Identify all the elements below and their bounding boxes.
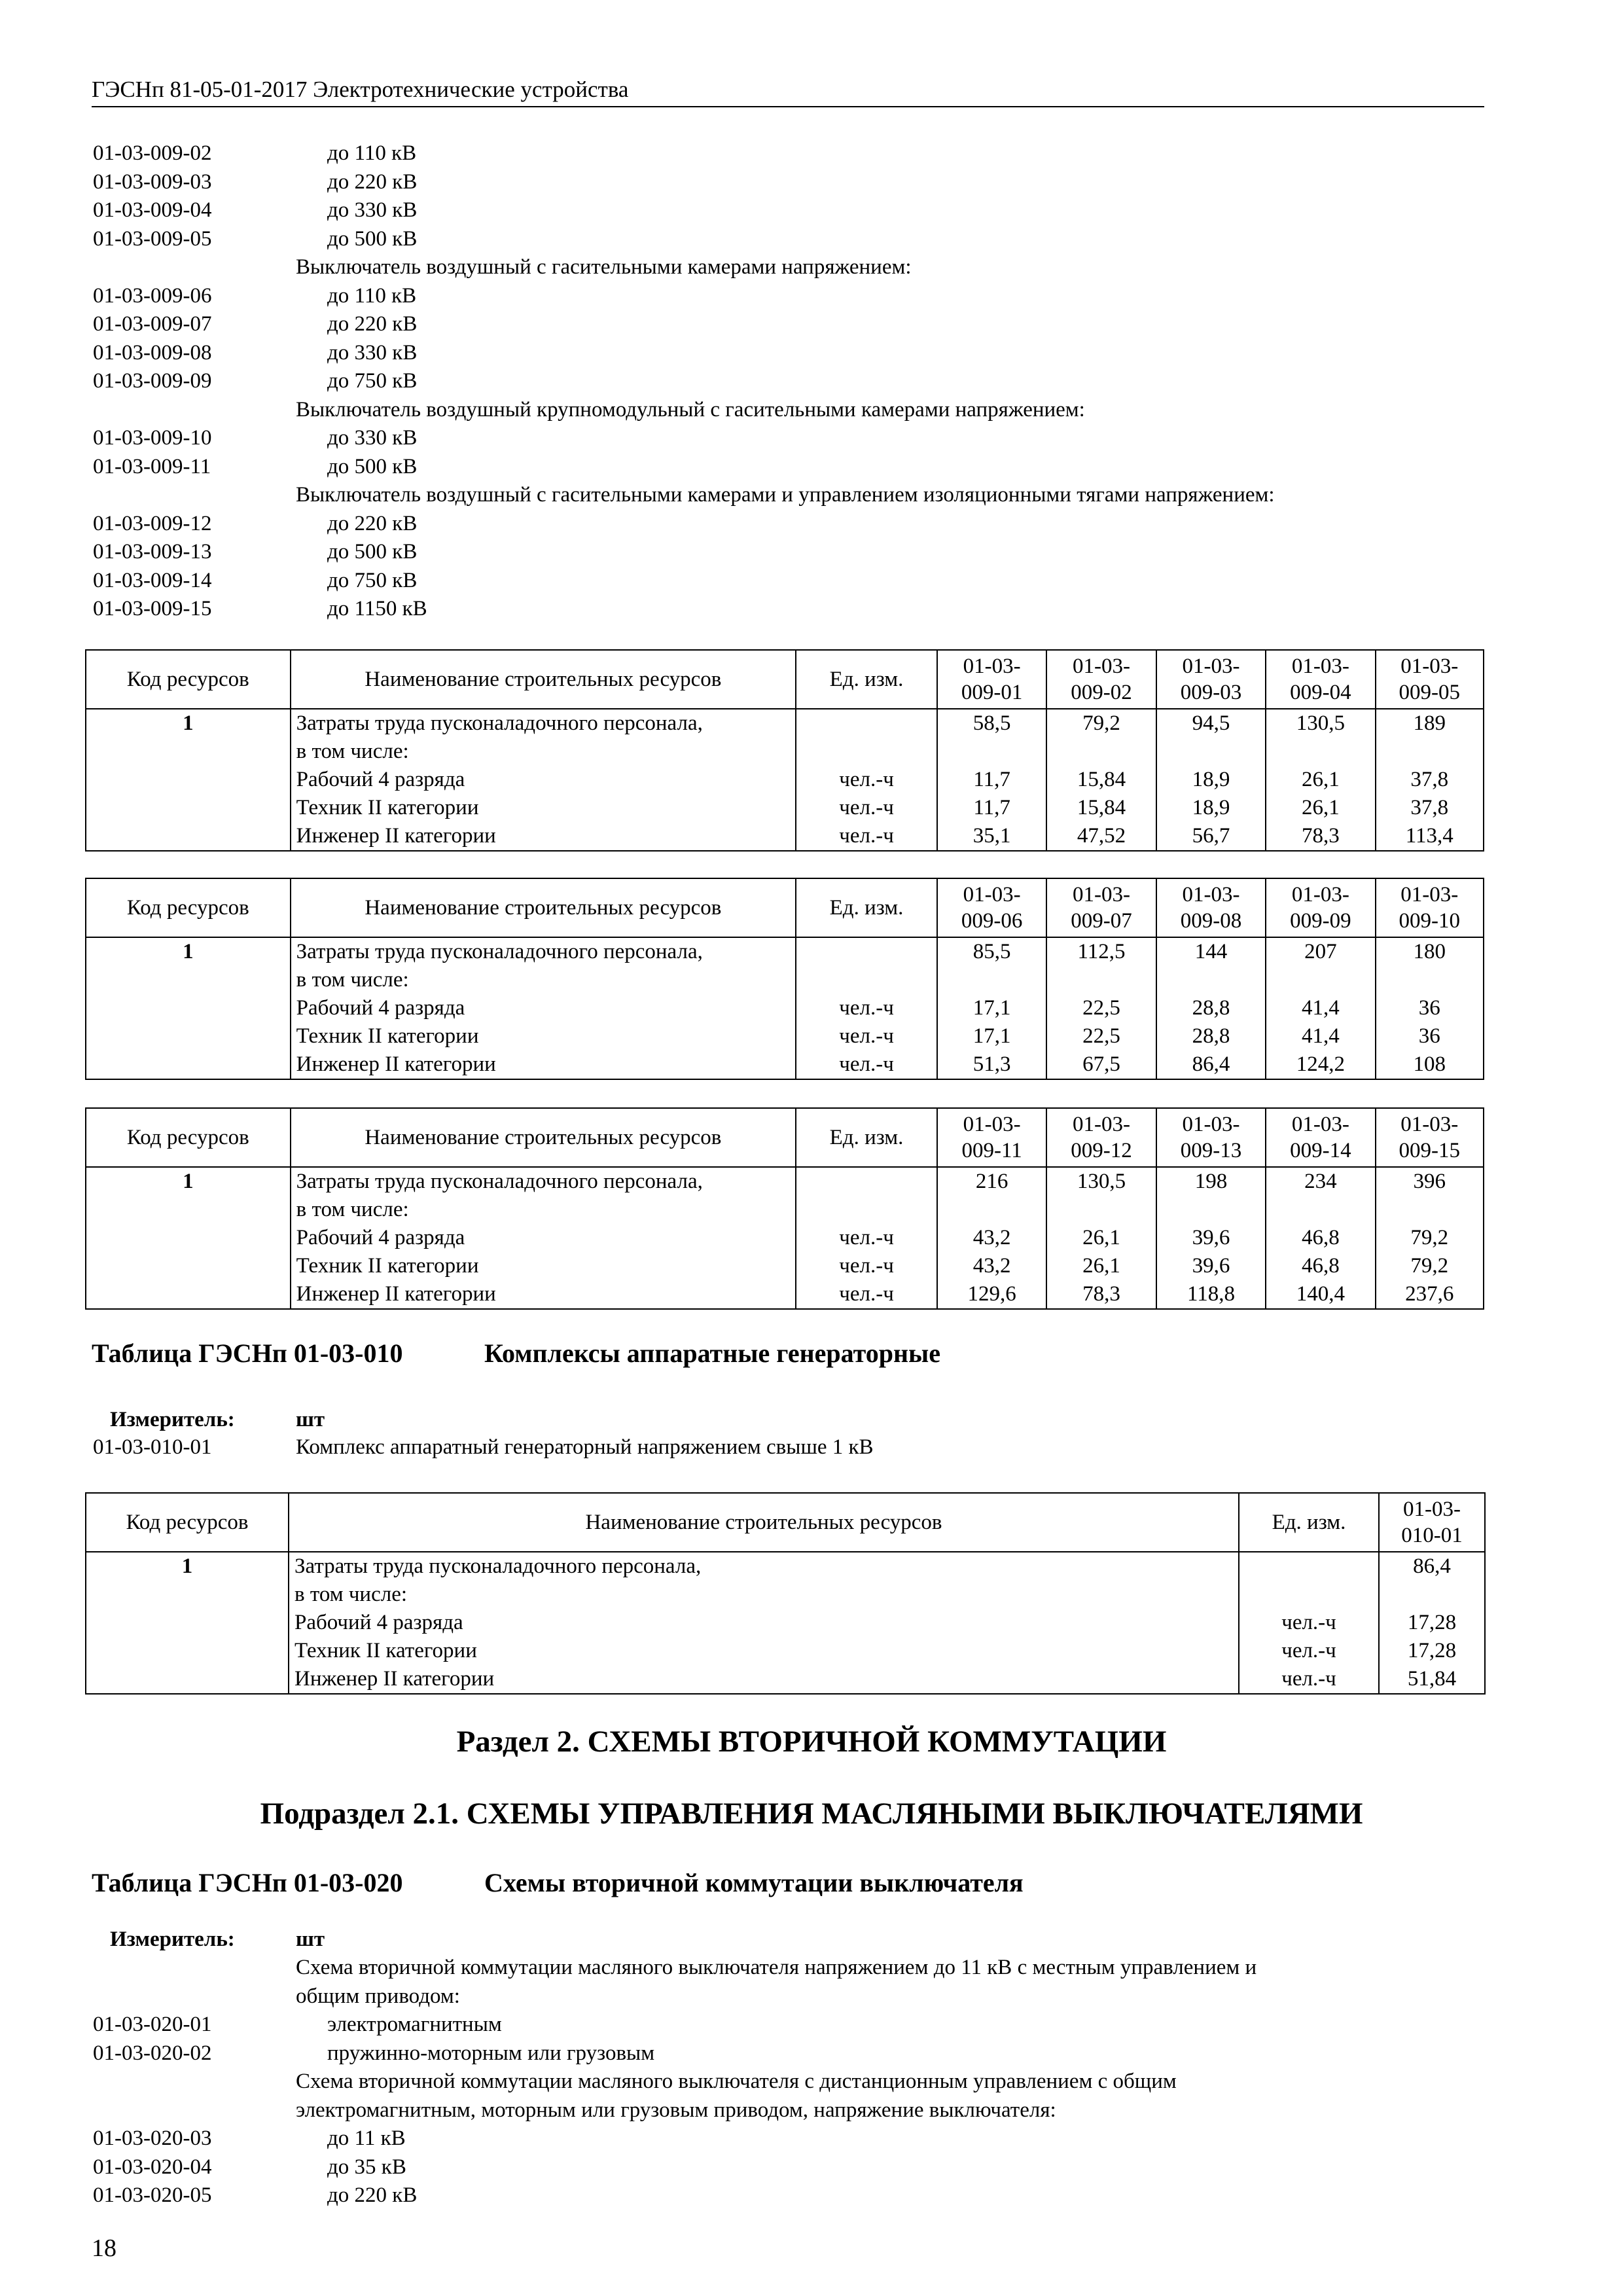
resource-names <box>291 937 796 1079</box>
norm-code-line-2: 009-03 <box>1180 681 1242 704</box>
norm-code-line-1: 01-03- <box>1403 1498 1461 1521</box>
norm-values <box>1376 1167 1484 1309</box>
resource-name: Затраты труда пусконаладочного персонала, <box>296 1170 703 1193</box>
norm-value <box>1162 966 1260 994</box>
resource-units <box>796 937 937 1079</box>
group-title: общим приводом: <box>296 1984 460 2008</box>
row-code: 1 <box>86 709 291 851</box>
unit <box>802 1168 931 1196</box>
col-header-norm-code <box>1379 1493 1485 1552</box>
item-code: 01-03-009-15 <box>93 597 212 620</box>
table020-title: Схемы вторичной коммутации выключателя <box>484 1868 1024 1897</box>
norm-code-line-2: 009-09 <box>1290 909 1351 933</box>
norm-value: 41,4 <box>1301 1024 1340 1048</box>
norm-value: 130,5 <box>1296 711 1345 735</box>
unit: чел.-ч <box>839 1254 894 1278</box>
norm-value: 144 <box>1194 940 1228 963</box>
resource-units <box>796 709 937 851</box>
norm-value <box>1052 1196 1150 1224</box>
item-code: 01-03-020-03 <box>93 2126 212 2150</box>
col-header-norm-code <box>1266 650 1375 709</box>
group-title: электромагнитным, моторным или грузовым приводом, напряжение выключателя: <box>296 2098 1056 2122</box>
col-header-code: Код ресурсов <box>86 1493 289 1552</box>
item-text: до 500 кВ <box>327 454 418 478</box>
norm-value: 78,3 <box>1082 1282 1120 1306</box>
item-code: 01-03-009-10 <box>93 426 212 450</box>
col-header-unit: Ед. изм. <box>796 878 937 937</box>
item-text: до 220 кВ <box>327 511 418 535</box>
norm-code-line-2: 009-15 <box>1399 1139 1461 1162</box>
resource-units <box>1239 1552 1379 1694</box>
norm-code-line-1: 01-03- <box>1400 1113 1459 1136</box>
col-header-unit: Ед. изм. <box>796 1108 937 1167</box>
col-header-code: Код ресурсов <box>86 1108 291 1167</box>
norm-value: 43,2 <box>972 1254 1011 1278</box>
item-code: 01-03-020-04 <box>93 2155 212 2179</box>
item-text: пружинно-моторным или грузовым <box>327 2041 655 2065</box>
table010-item-text: Комплекс аппаратный генераторный напряжением свыше 1 кВ <box>296 1435 874 1459</box>
resource-name: в том числе: <box>294 1583 408 1606</box>
resource-name: в том числе: <box>296 1198 409 1221</box>
norm-value <box>1385 1581 1479 1609</box>
item-code: 01-03-009-05 <box>93 226 212 251</box>
norm-code-line-1: 01-03- <box>963 1113 1021 1136</box>
table020-label: Таблица ГЭСНп 01-03-020 <box>92 1868 403 1897</box>
item-code: 01-03-009-02 <box>93 141 212 165</box>
table020-heading <box>92 1867 1024 1899</box>
col-header-norm-code <box>1046 1108 1156 1167</box>
table010-heading <box>92 1338 941 1369</box>
norm-value <box>1052 966 1150 994</box>
resource-name: Техник II категории <box>294 1639 477 1662</box>
unit: чел.-ч <box>1281 1639 1336 1662</box>
norm-value: 86,4 <box>1192 1052 1230 1076</box>
resource-name: Затраты труда пусконаладочного персонала, <box>296 940 703 963</box>
norm-value: 396 <box>1413 1170 1446 1193</box>
norm-values <box>1046 937 1156 1079</box>
resource-names <box>291 1167 796 1309</box>
group-title: Схема вторичной коммутации масляного выключателя с дистанционным управлением с общим <box>296 2070 1177 2093</box>
norm-value: 43,2 <box>972 1226 1011 1249</box>
unit: чел.-ч <box>839 1226 894 1249</box>
table010-label: Таблица ГЭСНп 01-03-010 <box>92 1338 403 1368</box>
norm-code-line-2: 009-10 <box>1399 909 1461 933</box>
norm-value: 51,84 <box>1407 1667 1457 1691</box>
table010-meter-label: Измеритель: <box>110 1408 235 1431</box>
item-text: до 35 кВ <box>327 2155 406 2179</box>
norm-values <box>1156 937 1266 1079</box>
unit: чел.-ч <box>839 824 894 848</box>
norm-value: 113,4 <box>1405 824 1454 848</box>
norm-value: 47,52 <box>1077 824 1126 848</box>
resource-name: Инженер II категории <box>296 1052 496 1076</box>
resource-name: Техник II категории <box>296 1024 479 1048</box>
col-header-code: Код ресурсов <box>86 878 291 937</box>
unit: чел.-ч <box>1281 1611 1336 1634</box>
norm-value: 35,1 <box>972 824 1011 848</box>
item-code: 01-03-020-01 <box>93 2013 212 2036</box>
norm-values <box>1376 709 1484 851</box>
norm-value: 118,8 <box>1186 1282 1235 1306</box>
row-code: 1 <box>86 1552 289 1694</box>
norm-value: 198 <box>1194 1170 1228 1193</box>
item-code: 01-03-009-12 <box>93 511 212 535</box>
col-header-name: Наименование строительных ресурсов <box>291 650 796 709</box>
item-text: до 330 кВ <box>327 198 418 222</box>
col-header-norm-code <box>1266 878 1375 937</box>
table010-meter-value: шт <box>296 1408 325 1431</box>
norm-value: 79,2 <box>1082 711 1120 735</box>
table010-item-code: 01-03-010-01 <box>93 1435 212 1459</box>
resource-table-009-1 <box>85 649 1484 852</box>
norm-value: 17,28 <box>1407 1639 1457 1662</box>
item-text: до 11 кВ <box>327 2126 406 2150</box>
col-header-name: Наименование строительных ресурсов <box>291 1108 796 1167</box>
norm-code-line-1: 01-03- <box>963 883 1021 906</box>
norm-code-line-2: 009-11 <box>961 1139 1022 1162</box>
resource-name: Инженер II категории <box>296 824 496 848</box>
row-code: 1 <box>86 1167 291 1309</box>
item-text: до 500 кВ <box>327 540 418 564</box>
item-code: 01-03-020-02 <box>93 2041 212 2065</box>
norm-value: 56,7 <box>1192 824 1230 848</box>
norm-value: 78,3 <box>1301 824 1340 848</box>
norm-value: 207 <box>1304 940 1337 963</box>
norm-value <box>943 1196 1041 1224</box>
item-text: до 500 кВ <box>327 226 418 251</box>
norm-values <box>1156 709 1266 851</box>
norm-value: 112,5 <box>1077 940 1126 963</box>
section-heading: Раздел 2. СХЕМЫ ВТОРИЧНОЙ КОММУТАЦИИ <box>456 1725 1167 1759</box>
group-title: Выключатель воздушный с гасительными камерами и управлением изоляционными тягами напряжением: <box>296 483 1275 507</box>
norm-value: 51,3 <box>972 1052 1011 1076</box>
item-code: 01-03-009-11 <box>93 454 211 478</box>
unit <box>802 709 931 738</box>
item-text: до 750 кВ <box>327 369 418 393</box>
norm-value: 140,4 <box>1296 1282 1345 1306</box>
item-text: до 110 кВ <box>327 141 417 165</box>
norm-value: 85,5 <box>972 940 1011 963</box>
unit <box>802 966 931 994</box>
norm-value: 18,9 <box>1192 768 1230 791</box>
unit <box>802 738 931 766</box>
col-header-code: Код ресурсов <box>86 650 291 709</box>
item-code: 01-03-020-05 <box>93 2183 212 2207</box>
item-code: 01-03-009-09 <box>93 369 212 393</box>
norm-code-line-2: 009-05 <box>1399 681 1461 704</box>
col-header-norm-code <box>1266 1108 1375 1167</box>
col-header-unit: Ед. изм. <box>796 650 937 709</box>
unit: чел.-ч <box>839 796 894 819</box>
resource-table-009-3 <box>85 1107 1484 1310</box>
norm-code-line-1: 01-03- <box>1291 1113 1349 1136</box>
col-header-norm-code <box>1156 1108 1266 1167</box>
norm-code-line-2: 009-12 <box>1071 1139 1132 1162</box>
norm-code-line-1: 01-03- <box>1291 655 1349 678</box>
norm-value: 11,7 <box>973 768 1010 791</box>
norm-value: 37,8 <box>1410 768 1449 791</box>
norm-value <box>1052 738 1150 766</box>
norm-values <box>937 1167 1046 1309</box>
col-header-norm-code <box>937 650 1046 709</box>
norm-code-line-1: 01-03- <box>1073 883 1131 906</box>
norm-value: 36 <box>1418 1024 1440 1048</box>
norm-value: 26,1 <box>1082 1226 1120 1249</box>
item-text: электромагнитным <box>327 2013 502 2036</box>
resource-name: Рабочий 4 разряда <box>296 996 465 1020</box>
group-title: Схема вторичной коммутации масляного выключателя напряжением до 11 кВ с местным управлением и <box>296 1956 1257 1979</box>
resource-name: Техник II категории <box>296 1254 479 1278</box>
norm-value <box>943 738 1041 766</box>
unit: чел.-ч <box>839 1052 894 1076</box>
subsection-heading: Подраздел 2.1. СХЕМЫ УПРАВЛЕНИЯ МАСЛЯНЫМИ ВЫКЛЮЧАТЕЛЯМИ <box>260 1797 1363 1831</box>
page-number: 18 <box>92 2234 116 2262</box>
norm-code-line-2: 009-06 <box>961 909 1023 933</box>
norm-value: 180 <box>1413 940 1446 963</box>
running-header: ГЭСНп 81-05-01-2017 Электротехнические устройства <box>92 76 1484 107</box>
norm-value: 216 <box>975 1170 1008 1193</box>
norm-value: 189 <box>1413 711 1446 735</box>
norm-value: 58,5 <box>972 711 1011 735</box>
norm-value: 28,8 <box>1192 1024 1230 1048</box>
norm-value <box>1162 738 1260 766</box>
norm-values <box>1376 937 1484 1079</box>
resource-table-010 <box>85 1492 1486 1695</box>
item-text: до 330 кВ <box>327 426 418 450</box>
norm-code-line-2: 009-14 <box>1290 1139 1351 1162</box>
resource-name: Затраты труда пусконаладочного персонала, <box>296 711 703 735</box>
norm-value: 36 <box>1418 996 1440 1020</box>
unit: чел.-ч <box>839 1024 894 1048</box>
col-header-norm-code <box>1376 878 1484 937</box>
col-header-norm-code <box>1046 650 1156 709</box>
norm-value: 124,2 <box>1296 1052 1345 1076</box>
norm-value: 108 <box>1413 1052 1446 1076</box>
norm-values <box>1046 709 1156 851</box>
item-code: 01-03-009-07 <box>93 312 212 336</box>
norm-values <box>1156 1167 1266 1309</box>
norm-value: 15,84 <box>1077 796 1126 819</box>
resource-name: Техник II категории <box>296 796 479 819</box>
norm-value: 28,8 <box>1192 996 1230 1020</box>
norm-code-line-1: 01-03- <box>1073 655 1131 678</box>
col-header-norm-code <box>937 1108 1046 1167</box>
norm-code-line-2: 009-04 <box>1290 681 1351 704</box>
item-code: 01-03-009-03 <box>93 170 212 194</box>
table020-meter-label: Измеритель: <box>110 1928 235 1951</box>
resource-name: в том числе: <box>296 740 409 763</box>
norm-code-line-1: 01-03- <box>1400 883 1459 906</box>
norm-value <box>1382 738 1478 766</box>
norm-code-line-1: 01-03- <box>1291 883 1349 906</box>
norm-value: 79,2 <box>1410 1254 1449 1278</box>
resource-name: Затраты труда пусконаладочного персонала, <box>294 1554 702 1578</box>
resource-name: Инженер II категории <box>296 1282 496 1306</box>
col-header-norm-code <box>1376 1108 1484 1167</box>
norm-values <box>1266 937 1375 1079</box>
norm-value <box>1382 966 1478 994</box>
norm-value: 15,84 <box>1077 768 1126 791</box>
norm-code-line-2: 009-13 <box>1180 1139 1242 1162</box>
norm-value: 22,5 <box>1082 1024 1120 1048</box>
norm-value: 22,5 <box>1082 996 1120 1020</box>
unit <box>1245 1552 1373 1581</box>
norm-code-line-1: 01-03- <box>1073 1113 1131 1136</box>
unit: чел.-ч <box>839 768 894 791</box>
item-text: до 1150 кВ <box>327 597 427 620</box>
norm-value: 86,4 <box>1413 1554 1451 1578</box>
norm-value: 11,7 <box>973 796 1010 819</box>
table010-title: Комплексы аппаратные генераторные <box>484 1338 941 1368</box>
norm-value: 94,5 <box>1192 711 1230 735</box>
resource-table-009-2 <box>85 878 1484 1080</box>
item-text: до 220 кВ <box>327 170 418 194</box>
col-header-norm-code <box>1046 878 1156 937</box>
unit: чел.-ч <box>839 996 894 1020</box>
item-text: до 220 кВ <box>327 312 418 336</box>
norm-value <box>1272 966 1369 994</box>
col-header-name: Наименование строительных ресурсов <box>289 1493 1239 1552</box>
norm-code-line-2: 009-07 <box>1071 909 1132 933</box>
resource-name: в том числе: <box>296 968 409 992</box>
col-header-unit: Ед. изм. <box>1239 1493 1379 1552</box>
norm-value: 130,5 <box>1077 1170 1126 1193</box>
norm-values <box>1266 1167 1375 1309</box>
norm-value: 46,8 <box>1301 1226 1340 1249</box>
norm-value: 26,1 <box>1301 768 1340 791</box>
row-code: 1 <box>86 937 291 1079</box>
norm-value: 237,6 <box>1405 1282 1454 1306</box>
norm-value <box>1272 1196 1369 1224</box>
norm-value <box>1382 1196 1478 1224</box>
resource-name: Рабочий 4 разряда <box>294 1611 463 1634</box>
item-code: 01-03-009-08 <box>93 340 212 365</box>
norm-code-line-1: 01-03- <box>1400 655 1459 678</box>
item-text: до 110 кВ <box>327 283 417 308</box>
resource-name: Инженер II категории <box>294 1667 495 1691</box>
norm-value: 17,1 <box>972 1024 1011 1048</box>
item-text: до 220 кВ <box>327 2183 418 2207</box>
norm-value: 26,1 <box>1082 1254 1120 1278</box>
col-header-norm-code <box>1156 878 1266 937</box>
item-code: 01-03-009-06 <box>93 283 212 308</box>
item-text: до 750 кВ <box>327 568 418 592</box>
table020-meter-value: шт <box>296 1928 325 1951</box>
norm-values <box>937 937 1046 1079</box>
item-text: до 330 кВ <box>327 340 418 365</box>
resource-names <box>289 1552 1239 1694</box>
group-title: Выключатель воздушный крупномодульный с гасительными камерами напряжением: <box>296 397 1085 422</box>
norm-code-line-2: 009-08 <box>1180 909 1242 933</box>
norm-value: 79,2 <box>1410 1226 1449 1249</box>
resource-names <box>291 709 796 851</box>
col-header-norm-code <box>1376 650 1484 709</box>
norm-value: 26,1 <box>1301 796 1340 819</box>
unit <box>802 1196 931 1224</box>
norm-value <box>1272 738 1369 766</box>
norm-value: 17,28 <box>1407 1611 1457 1634</box>
unit <box>802 938 931 966</box>
col-header-norm-code <box>1156 650 1266 709</box>
item-code: 01-03-009-13 <box>93 540 212 564</box>
norm-code-line-1: 01-03- <box>1182 1113 1240 1136</box>
norm-value: 41,4 <box>1301 996 1340 1020</box>
norm-value: 17,1 <box>972 996 1011 1020</box>
norm-values <box>1266 709 1375 851</box>
norm-value: 18,9 <box>1192 796 1230 819</box>
norm-value <box>1162 1196 1260 1224</box>
resource-name: Рабочий 4 разряда <box>296 768 465 791</box>
norm-value: 46,8 <box>1301 1254 1340 1278</box>
norm-code-line-1: 01-03- <box>1182 883 1240 906</box>
norm-values <box>1379 1552 1485 1694</box>
norm-code-line-2: 009-02 <box>1071 681 1132 704</box>
norm-value: 39,6 <box>1192 1226 1230 1249</box>
col-header-name: Наименование строительных ресурсов <box>291 878 796 937</box>
norm-code-line-2: 010-01 <box>1401 1524 1463 1547</box>
resource-name: Рабочий 4 разряда <box>296 1226 465 1249</box>
norm-values <box>1046 1167 1156 1309</box>
unit <box>1245 1581 1373 1609</box>
norm-value <box>943 966 1041 994</box>
item-code: 01-03-009-04 <box>93 198 212 222</box>
group-title: Выключатель воздушный с гасительными камерами напряжением: <box>296 255 912 279</box>
unit: чел.-ч <box>839 1282 894 1306</box>
norm-value: 234 <box>1304 1170 1337 1193</box>
norm-code-line-2: 009-01 <box>961 681 1023 704</box>
norm-code-line-1: 01-03- <box>963 655 1021 678</box>
resource-units <box>796 1167 937 1309</box>
norm-value: 129,6 <box>967 1282 1016 1306</box>
norm-value: 67,5 <box>1082 1052 1120 1076</box>
norm-values <box>937 709 1046 851</box>
unit: чел.-ч <box>1281 1667 1336 1691</box>
norm-value: 39,6 <box>1192 1254 1230 1278</box>
norm-code-line-1: 01-03- <box>1182 655 1240 678</box>
norm-value: 37,8 <box>1410 796 1449 819</box>
item-code: 01-03-009-14 <box>93 568 212 592</box>
col-header-norm-code <box>937 878 1046 937</box>
